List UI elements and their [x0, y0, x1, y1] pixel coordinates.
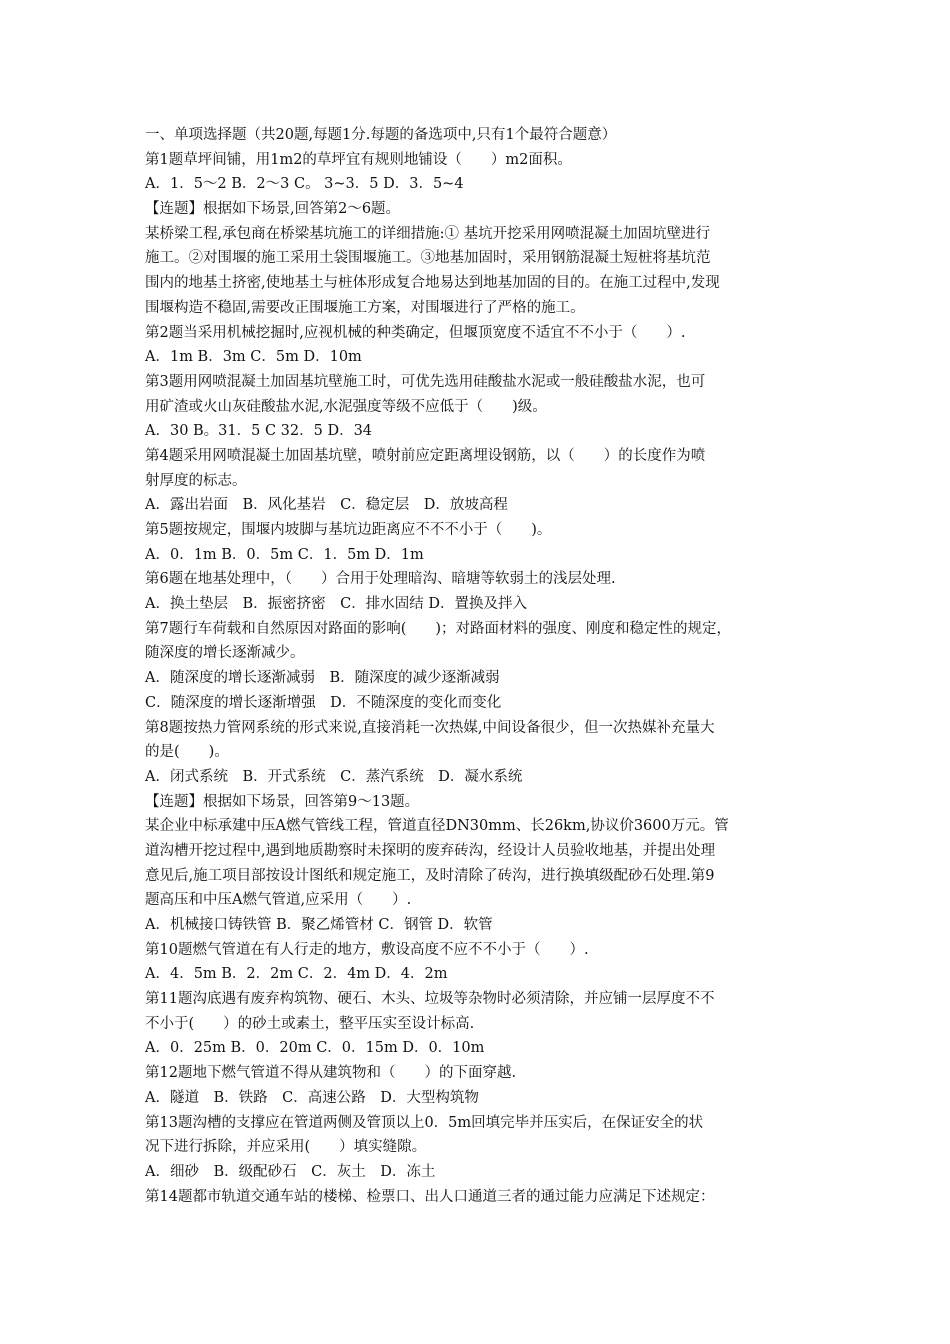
question-7-options: A．随深度的增长逐渐减弱 B．随深度的减少逐渐减弱 [145, 670, 500, 687]
question-3-options: A．30 B。31．5 C 32．5 D．34 [145, 423, 373, 440]
scenario-text: 意见后,施工项目部按设计图纸和规定施工，及时清除了砖沟，进行换填级配砂石处理.第9 [145, 867, 715, 884]
scenario-text: 某桥梁工程,承包商在桥梁基坑施工的详细措施:① 基坑开挖采用网喷混凝土加固坑壁进行 [145, 225, 711, 242]
question-3: 用矿渣或火山灰硅酸盐水泥,水泥强度等级不应低于（ )级。 [145, 398, 547, 415]
question-5: 第5题按规定，围堰内坡脚与基坑边距离应不不不小于（ )。 [145, 522, 552, 538]
scenario-text: 某企业中标承建中压A燃气管线工程，管道直径DN30mm、长26km,协议价3600万元。管 [145, 818, 729, 835]
question-4: 射厚度的标志。 [145, 472, 247, 489]
scenario-text: 施工。②对围堰的施工采用土袋围堰施工。③地基加固时，采用钢筋混凝土短桩将基坑范 [145, 250, 711, 267]
question-4: 第4题采用网喷混凝土加固基坑壁，喷射前应定距离埋设钢筋，以（ ）的长度作为喷 [145, 447, 706, 464]
question-11: 第11题沟底遇有废弃构筑物、硬石、木头、垃圾等杂物时必须清除，并应铺一层厚度不不 [145, 991, 715, 1008]
question-10-options: A．4．5m B．2．2m C．2．4m D．4．2m [145, 966, 448, 983]
question-4-options: A．露出岩面 B．风化基岩 C．稳定层 D．放坡高程 [145, 497, 508, 514]
question-8: 的是( )。 [145, 744, 229, 761]
question-1: 第1题草坪间铺，用1m2的草坪宜有规则地铺设（ ）m2面积。 [145, 151, 572, 168]
question-3: 第3题用网喷混凝土加固基坑壁施工时，可优先选用硅酸盐水泥或一般硅酸盐水泥，也可 [145, 373, 706, 390]
scenario-heading-2-6: 【连题】根据如下场景,回答第2～6题。 [145, 201, 401, 218]
question-11: 不小于( ）的砂土或素土，整平压实至设计标高. [145, 1015, 475, 1032]
question-10: 第10题燃气管道在有人行走的地方，敷设高度不应不不小于（ ）. [145, 941, 589, 958]
question-8: 第8题按热力管网系统的形式来说,直接消耗一次热媒,中间设备很少，但一次热媒补充量大 [145, 719, 715, 736]
question-9: 题高压和中压A燃气管道,应采用（ ）. [145, 892, 412, 909]
scenario-text: 道沟槽开挖过程中,遇到地质勘察时未探明的废弃砖沟，经设计人员验收地基，并提出处理 [145, 842, 716, 859]
question-13: 况下进行拆除，并应采用( ）填实缝隙。 [145, 1139, 427, 1156]
question-1-options: A．1．5～2 B．2～3 C。 3~3．5 D．3．5~4 [145, 176, 464, 193]
question-5-options: A．0．1m B．0．5m C．1．5m D．1m [145, 546, 424, 563]
scenario-heading-9-13: 【连题】根据如下场景，回答第9～13题。 [145, 793, 420, 810]
question-12-options: A．隧道 B．铁路 C．高速公路 D．大型构筑物 [145, 1089, 479, 1106]
question-8-options: A．闭式系统 B．开式系统 C．蒸汽系统 D．凝水系统 [145, 768, 523, 785]
document-body [145, 123, 815, 1209]
question-13: 第13题沟槽的支撑应在管道两侧及管顶以上0．5m回填完毕并压实后，在保证安全的状 [145, 1114, 704, 1131]
question-13-options: A．细砂 B．级配砂石 C．灰土 D．冻土 [145, 1163, 436, 1180]
section-heading: 一、单项选择题（共20题,每题1分.每题的备选项中,只有1个最符合题意） [145, 127, 617, 143]
question-9-options: A．机械接口铸铁管 B．聚乙烯管材 C．钢管 D．软管 [145, 917, 493, 933]
question-11-options: A．0．25m B．0．20m C．0．15m D．0．10m [145, 1040, 485, 1057]
question-12: 第12题地下燃气管道不得从建筑物和（ ）的下面穿越. [145, 1065, 517, 1082]
question-7: 随深度的增长逐渐减少。 [145, 645, 305, 662]
question-7: 第7题行车荷载和自然原因对路面的影响( )；对路面材料的强度、刚度和稳定性的规定， [145, 620, 732, 637]
question-2-options: A．1m B．3m C．5m D．10m [145, 349, 362, 366]
question-14: 第14题都市轨道交通车站的楼梯、检票口、出人口通道三者的通过能力应满足下述规定： [145, 1188, 715, 1205]
scenario-text: 围堰构造不稳固,需要改正围堰施工方案，对围堰进行了严格的施工。 [145, 299, 585, 316]
question-6-options: A．换土垫层 B．振密挤密 C．排水固结 D．置换及拌入 [145, 596, 527, 613]
question-2: 第2题当采用机械挖掘时,应视机械的种类确定，但堰顶宽度不适宜不不小于（ ）. [145, 324, 686, 341]
question-6: 第6题在地基处理中，（ ）合用于处理暗沟、暗塘等软弱土的浅层处理. [145, 571, 616, 588]
question-7-options: C．随深度的增长逐渐增强 D．不随深度的变化而变化 [145, 694, 502, 711]
scenario-text: 围内的地基土挤密,使地基土与桩体形成复合地易达到地基加固的目的。在施工过程中,发现 [145, 275, 720, 292]
